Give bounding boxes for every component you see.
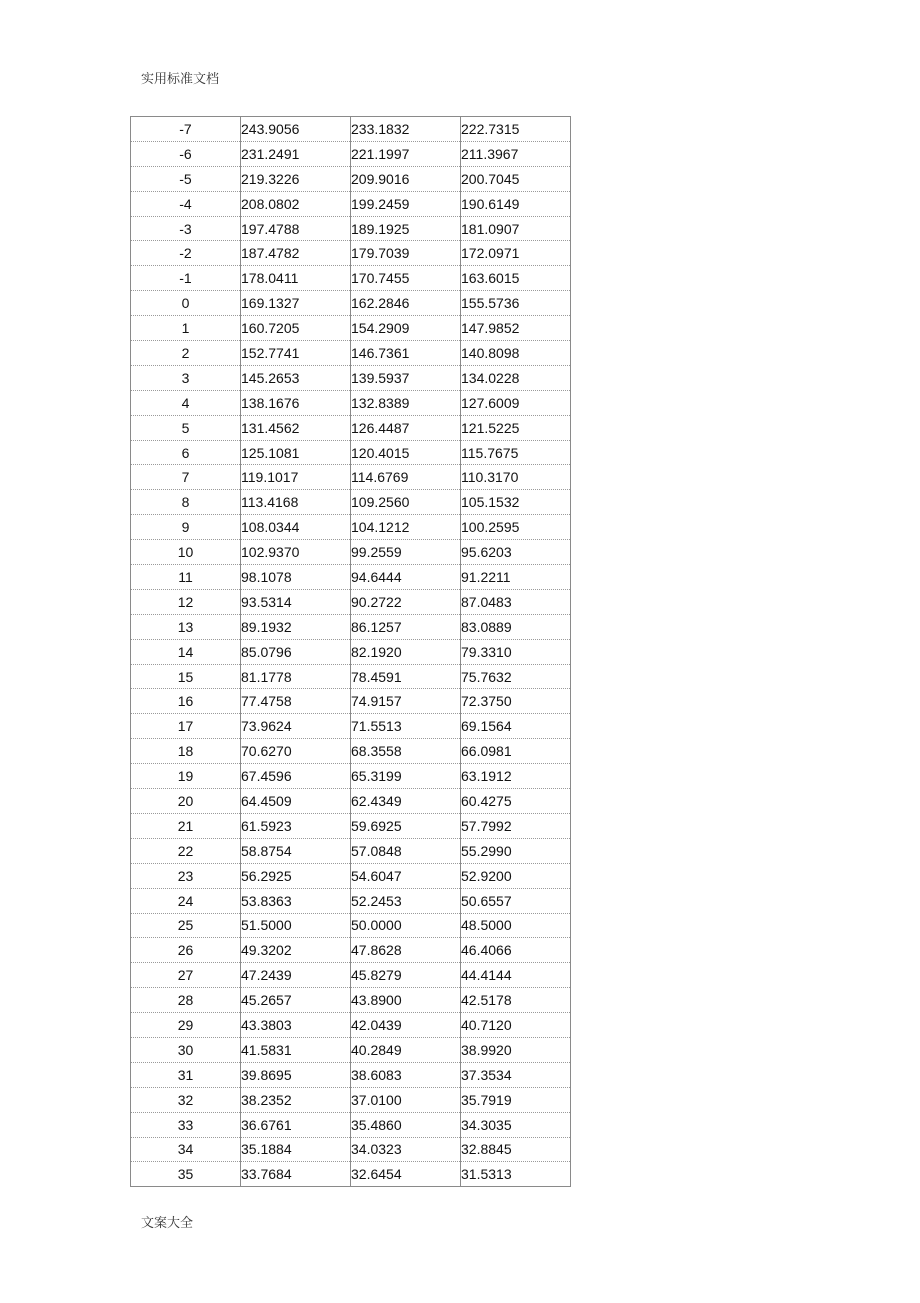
table-cell-value: 40.2849 [351,1037,461,1062]
table-cell-value: 81.1778 [241,664,351,689]
table-row [131,714,571,739]
table-row [131,664,571,689]
table-cell-value: 222.7315 [461,117,571,142]
table-cell-index: -7 [131,117,241,142]
table-row [131,191,571,216]
table-cell-value: 139.5937 [351,365,461,390]
table-cell-index: 1 [131,316,241,341]
table-cell-value: 102.9370 [241,540,351,565]
table-cell-value: 172.0971 [461,241,571,266]
table-cell-value: 77.4758 [241,689,351,714]
table-cell-value: 110.3170 [461,465,571,490]
table-row [131,490,571,515]
table-row [131,863,571,888]
table-cell-value: 48.5000 [461,913,571,938]
table-cell-index: 19 [131,764,241,789]
table-cell-value: 43.3803 [241,1013,351,1038]
table-cell-value: 39.8695 [241,1062,351,1087]
table-cell-value: 61.5923 [241,813,351,838]
table-cell-value: 233.1832 [351,117,461,142]
table-row [131,764,571,789]
table-cell-value: 57.7992 [461,813,571,838]
table-row [131,415,571,440]
table-cell-value: 98.1078 [241,565,351,590]
table-cell-index: -5 [131,166,241,191]
table-cell-value: 181.0907 [461,216,571,241]
table-cell-index: -1 [131,266,241,291]
table-cell-value: 36.6761 [241,1112,351,1137]
table-cell-value: 63.1912 [461,764,571,789]
table-cell-value: 90.2722 [351,589,461,614]
table-cell-value: 87.0483 [461,589,571,614]
table-cell-value: 114.6769 [351,465,461,490]
table-cell-value: 178.0411 [241,266,351,291]
table-cell-value: 38.9920 [461,1037,571,1062]
table-row [131,216,571,241]
table-cell-value: 31.5313 [461,1162,571,1187]
table-cell-index: 24 [131,888,241,913]
table-row [131,266,571,291]
table-cell-value: 91.2211 [461,565,571,590]
table-cell-value: 50.6557 [461,888,571,913]
table-cell-value: 95.6203 [461,540,571,565]
table-row [131,689,571,714]
table-cell-value: 32.8845 [461,1137,571,1162]
table-cell-index: 8 [131,490,241,515]
table-row [131,291,571,316]
table-cell-value: 32.6454 [351,1162,461,1187]
table-cell-value: 119.1017 [241,465,351,490]
table-row [131,515,571,540]
table-cell-value: 154.2909 [351,316,461,341]
table-cell-value: 70.6270 [241,739,351,764]
table-cell-index: 26 [131,938,241,963]
table-cell-value: 34.0323 [351,1137,461,1162]
table-cell-value: 47.8628 [351,938,461,963]
table-cell-value: 108.0344 [241,515,351,540]
table-cell-value: 38.6083 [351,1062,461,1087]
table-row [131,813,571,838]
data-table [130,116,571,1187]
table-cell-value: 67.4596 [241,764,351,789]
table-cell-index: 30 [131,1037,241,1062]
table-row [131,141,571,166]
table-cell-value: 121.5225 [461,415,571,440]
table-row [131,888,571,913]
table-cell-index: 13 [131,614,241,639]
table-cell-index: 2 [131,341,241,366]
table-cell-value: 51.5000 [241,913,351,938]
table-row [131,241,571,266]
table-cell-index: 34 [131,1137,241,1162]
table-cell-value: 75.7632 [461,664,571,689]
table-cell-value: 190.6149 [461,191,571,216]
table-cell-value: 57.0848 [351,838,461,863]
table-cell-value: 200.7045 [461,166,571,191]
table-cell-value: 37.0100 [351,1087,461,1112]
table-cell-index: 18 [131,739,241,764]
table-cell-value: 72.3750 [461,689,571,714]
table-cell-value: 187.4782 [241,241,351,266]
table-cell-value: 219.3226 [241,166,351,191]
table-cell-value: 134.0228 [461,365,571,390]
table-cell-value: 104.1212 [351,515,461,540]
table-cell-value: 93.5314 [241,589,351,614]
table-cell-index: 29 [131,1013,241,1038]
table-row [131,117,571,142]
table-cell-value: 53.8363 [241,888,351,913]
table-cell-value: 56.2925 [241,863,351,888]
table-cell-value: 162.2846 [351,291,461,316]
table-cell-index: 10 [131,540,241,565]
table-cell-index: 25 [131,913,241,938]
table-cell-value: 170.7455 [351,266,461,291]
table-cell-index: 32 [131,1087,241,1112]
table-cell-value: 100.2595 [461,515,571,540]
table-cell-value: 47.2439 [241,963,351,988]
page-header: 实用标准文档 [141,72,220,87]
table-cell-value: 146.7361 [351,341,461,366]
table-cell-index: 17 [131,714,241,739]
table-row [131,789,571,814]
table-cell-value: 55.2990 [461,838,571,863]
table-cell-value: 79.3310 [461,639,571,664]
table-row [131,440,571,465]
table-cell-value: 68.3558 [351,739,461,764]
table-row [131,465,571,490]
table-cell-value: 40.7120 [461,1013,571,1038]
table-cell-index: 3 [131,365,241,390]
table-row [131,1112,571,1137]
table-row [131,565,571,590]
table-cell-value: 113.4168 [241,490,351,515]
table-cell-value: 42.5178 [461,988,571,1013]
table-row [131,1062,571,1087]
table-row [131,739,571,764]
table-cell-value: 199.2459 [351,191,461,216]
table-cell-value: 35.4860 [351,1112,461,1137]
table-cell-index: 35 [131,1162,241,1187]
table-cell-index: -6 [131,141,241,166]
table-cell-value: 44.4144 [461,963,571,988]
table-cell-value: 127.6009 [461,390,571,415]
table-cell-value: 83.0889 [461,614,571,639]
table-cell-index: 22 [131,838,241,863]
table-cell-index: 33 [131,1112,241,1137]
table-cell-value: 125.1081 [241,440,351,465]
table-cell-value: 45.2657 [241,988,351,1013]
table-cell-value: 78.4591 [351,664,461,689]
table-row [131,341,571,366]
table-cell-value: 35.1884 [241,1137,351,1162]
table-cell-value: 52.2453 [351,888,461,913]
table-row [131,938,571,963]
table-cell-index: 16 [131,689,241,714]
table-cell-index: 5 [131,415,241,440]
table-cell-value: 160.7205 [241,316,351,341]
table-cell-index: 20 [131,789,241,814]
table-cell-value: 221.1997 [351,141,461,166]
table-cell-value: 41.5831 [241,1037,351,1062]
table-cell-value: 152.7741 [241,341,351,366]
table-cell-value: 86.1257 [351,614,461,639]
table-cell-value: 49.3202 [241,938,351,963]
table-cell-value: 189.1925 [351,216,461,241]
table-cell-index: 11 [131,565,241,590]
table-cell-value: 89.1932 [241,614,351,639]
table-cell-value: 50.0000 [351,913,461,938]
table-cell-value: 209.9016 [351,166,461,191]
table-cell-value: 132.8389 [351,390,461,415]
table-cell-value: 37.3534 [461,1062,571,1087]
table-cell-index: -2 [131,241,241,266]
table-cell-value: 59.6925 [351,813,461,838]
table-row [131,1087,571,1112]
table-cell-index: 31 [131,1062,241,1087]
table-cell-value: 120.4015 [351,440,461,465]
table-row [131,166,571,191]
table-cell-value: 231.2491 [241,141,351,166]
table-row [131,1013,571,1038]
table-cell-value: 33.7684 [241,1162,351,1187]
table-cell-index: 14 [131,639,241,664]
table-cell-value: 131.4562 [241,415,351,440]
table-cell-value: 243.9056 [241,117,351,142]
table-cell-value: 155.5736 [461,291,571,316]
table-cell-index: 15 [131,664,241,689]
table-row [131,1137,571,1162]
table-cell-index: 6 [131,440,241,465]
table-row [131,1037,571,1062]
table-cell-value: 105.1532 [461,490,571,515]
table-cell-value: 82.1920 [351,639,461,664]
table-row [131,614,571,639]
table-row [131,390,571,415]
table-row [131,365,571,390]
table-row [131,913,571,938]
table-cell-value: 52.9200 [461,863,571,888]
table-cell-value: 69.1564 [461,714,571,739]
table-cell-value: 109.2560 [351,490,461,515]
table-cell-value: 60.4275 [461,789,571,814]
table-cell-value: 147.9852 [461,316,571,341]
table-cell-index: 9 [131,515,241,540]
table-cell-value: 169.1327 [241,291,351,316]
table-cell-value: 46.4066 [461,938,571,963]
table-cell-value: 71.5513 [351,714,461,739]
table-cell-value: 58.8754 [241,838,351,863]
table-cell-value: 145.2653 [241,365,351,390]
table-cell-value: 197.4788 [241,216,351,241]
table-cell-value: 43.8900 [351,988,461,1013]
table-cell-value: 163.6015 [461,266,571,291]
table-cell-index: -3 [131,216,241,241]
table-cell-value: 66.0981 [461,739,571,764]
table-body [131,117,571,1187]
table-row [131,838,571,863]
table-cell-index: 23 [131,863,241,888]
table-cell-value: 138.1676 [241,390,351,415]
table-cell-value: 179.7039 [351,241,461,266]
table-cell-value: 34.3035 [461,1112,571,1137]
table-cell-value: 85.0796 [241,639,351,664]
table-cell-value: 62.4349 [351,789,461,814]
table-cell-value: 126.4487 [351,415,461,440]
page-footer: 文案大全 [141,1216,194,1231]
table-cell-index: 21 [131,813,241,838]
table-cell-index: 28 [131,988,241,1013]
table-cell-value: 94.6444 [351,565,461,590]
table-cell-value: 211.3967 [461,141,571,166]
table-cell-value: 140.8098 [461,341,571,366]
table-row [131,540,571,565]
table-row [131,988,571,1013]
table-cell-value: 73.9624 [241,714,351,739]
table-cell-index: 4 [131,390,241,415]
table-cell-value: 35.7919 [461,1087,571,1112]
table-cell-value: 64.4509 [241,789,351,814]
table-cell-value: 208.0802 [241,191,351,216]
table-row [131,589,571,614]
table-row [131,316,571,341]
table-cell-index: 27 [131,963,241,988]
table-cell-value: 54.6047 [351,863,461,888]
table-cell-index: 0 [131,291,241,316]
table-cell-value: 99.2559 [351,540,461,565]
table-cell-value: 38.2352 [241,1087,351,1112]
table-cell-value: 115.7675 [461,440,571,465]
table-cell-value: 45.8279 [351,963,461,988]
table-cell-value: 74.9157 [351,689,461,714]
table-cell-index: 7 [131,465,241,490]
table-row [131,963,571,988]
table-row [131,639,571,664]
table-row [131,1162,571,1187]
table-cell-value: 42.0439 [351,1013,461,1038]
table-cell-value: 65.3199 [351,764,461,789]
table-cell-index: 12 [131,589,241,614]
table-cell-index: -4 [131,191,241,216]
